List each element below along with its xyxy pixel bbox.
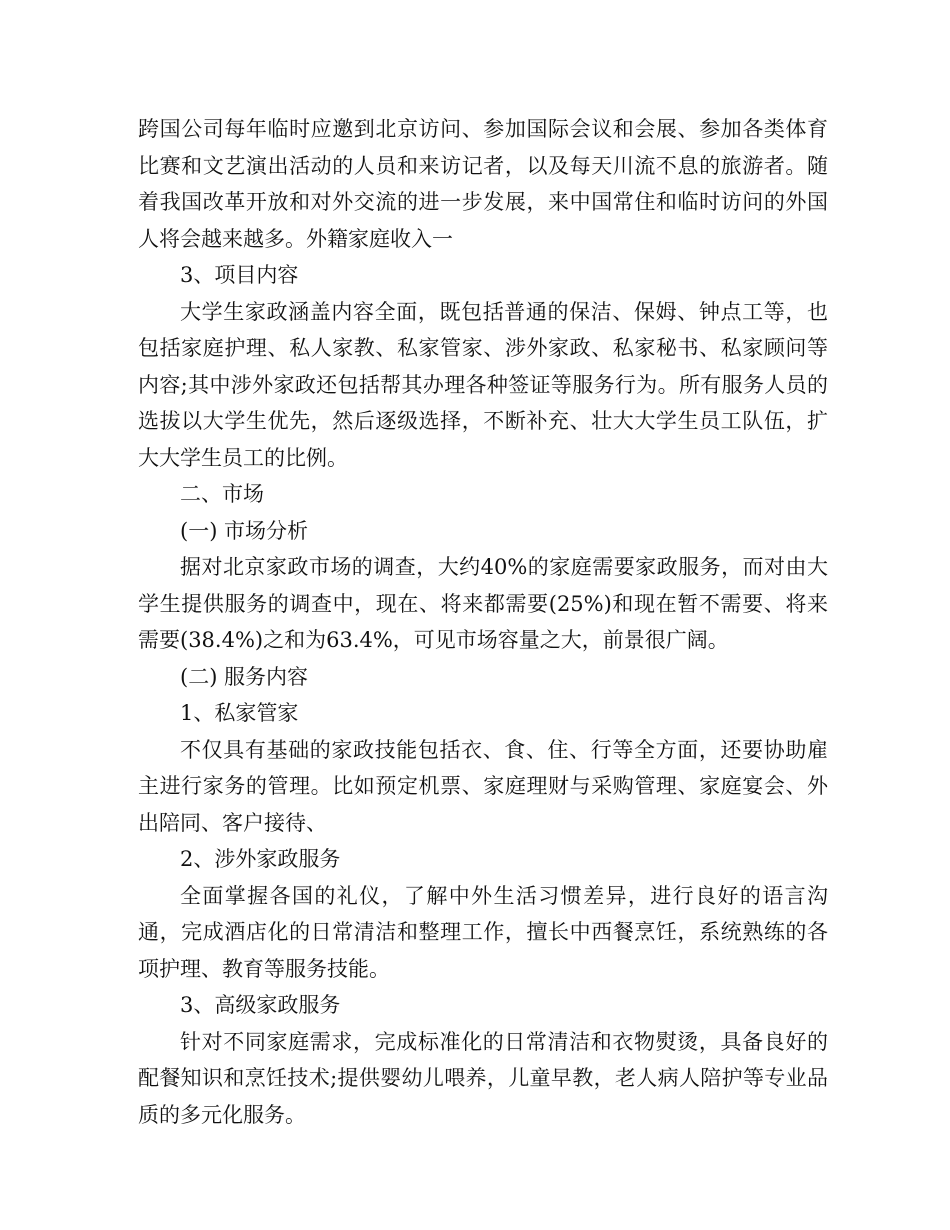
- paragraph-project-content: 大学生家政涵盖内容全面，既包括普通的保洁、保姆、钟点工等，也包括家庭护理、私人家教、私家管家、涉外家政、私家秘书、私家顾问等内容;其中涉外家政还包括帮其办理各种签证等服务行为。所有服务人员的选拔以大学生优先，然后逐级选择，不断补充、壮大大学生员工队伍，扩大大学生员工的比例。: [138, 299, 828, 470]
- heading-private-butler: 1、私家管家: [180, 701, 299, 725]
- paragraph-market-analysis: 据对北京家政市场的调查，大约40%的家庭需要家政服务，而对由大学生提供服务的调查中，现在、将来都需要(25%)和现在暂不需要、将来需要(38.4%)之和为63.4%，可见市场容量之大，前景很广阔。: [138, 555, 828, 652]
- paragraph-foreign-families: 跨国公司每年临时应邀到北京访问、参加国际会议和会展、参加各类体育比赛和文艺演出活动的人员和来访记者，以及每天川流不息的旅游者。随着我国改革开放和对外交流的进一步发展，来中国常住和临时访问的外国人将会越来越多。外籍家庭收入一: [138, 117, 828, 251]
- heading-market: 二、市场: [180, 482, 264, 506]
- heading-market-analysis: (一) 市场分析: [180, 518, 309, 543]
- paragraph-premium-housekeeping: 针对不同家庭需求，完成标准化的日常清洁和衣物熨烫，具备良好的配餐知识和烹饪技术;提供婴幼儿喂养，儿童早教，老人病人陪护等专业品质的多元化服务。: [138, 1029, 828, 1127]
- heading-project-content: 3、项目内容: [180, 263, 299, 287]
- heading-premium-housekeeping: 3、高级家政服务: [180, 993, 341, 1017]
- document-body: [138, 111, 828, 1133]
- paragraph-foreign-housekeeping: 全面掌握各国的礼仪，了解中外生活习惯差异，进行良好的语言沟通，完成酒店化的日常清洁和整理工作，擅长中西餐烹饪，系统熟练的各项护理、教育等服务技能。: [138, 883, 828, 981]
- heading-service-content: (二) 服务内容: [180, 664, 309, 689]
- heading-foreign-housekeeping: 2、涉外家政服务: [180, 847, 341, 871]
- paragraph-private-butler: 不仅具有基础的家政技能包括衣、食、住、行等全方面，还要协助雇主进行家务的管理。比如预定机票、家庭理财与采购管理、家庭宴会、外出陪同、客户接待、: [138, 737, 828, 835]
